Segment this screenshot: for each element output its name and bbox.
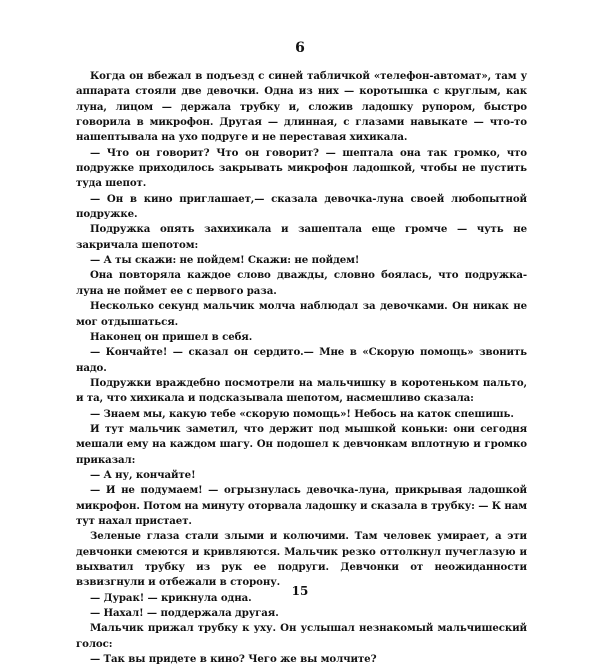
paragraph: — Что он говорит? Что он говорит? — шептала она так громко, что подружке приходилось закрывать микрофон ладошкой, чтобы не пустить туда шепот. <box>76 146 527 190</box>
paragraph: Зеленые глаза стали злыми и колючими. Там человек умирает, а эти девчонки смеются и кривляются. Мальчик резко оттолкнул пучеглазую и выхватил трубку из рук ее подруги. Девчонки от неожиданности взвизгнули и отбежали в сторону. <box>76 530 527 589</box>
paragraph: — Он в кино приглашает,— сказала девочка-луна своей любопытной подружке. <box>76 192 527 221</box>
paragraph: Несколько секунд мальчик молча наблюдал за девочками. Он никак не мог отдышаться. <box>76 300 527 328</box>
paragraph: Она повторяла каждое слово дважды, словно боялась, что подружка-луна не поймет ее с первого раза. <box>76 269 527 297</box>
paragraph: — Так вы придете в кино? Чего же вы молчите? <box>90 653 377 666</box>
paragraph: И тут мальчик заметил, что держит под мышкой коньки: они сегодня мешали ему на каждом шагу. Он подошел к девчонкам вплотную и громко приказал: <box>76 422 527 466</box>
paragraph: — Кончайте! — сказал он сердито.— Мне в «Скорую помощь» звонить надо. <box>76 346 527 374</box>
paragraph: Когда он вбежал в подъезд с синей табличкой «телефон-автомат», там у аппарата стояли две девочки. Одна из них — коротышка с круглым, как луна, лицом — держала трубку и, сложив ладошку рупором, быстро говорила в микрофон. Другая — длинная, с глазами навыкате — что-то нашептывала на ухо подруге и не переставая хихикала. <box>76 70 527 144</box>
paragraph: Наконец он пришел в себя. <box>90 330 253 343</box>
paragraph: — Нахал! — поддержала другая. <box>90 607 279 620</box>
paragraph: Подружки враждебно посмотрели на мальчишку в коротеньком пальто, и та, что хихикала и подсказывала шепотом, насмешливо сказала: <box>76 376 527 405</box>
paragraph: Мальчик прижал трубку к уху. Он услышал незнакомый мальчишеский голос: <box>76 622 527 650</box>
page-number: 15 <box>291 584 309 598</box>
paragraph: — А ты скажи: не пойдем! Скажи: не пойдем! <box>90 254 360 267</box>
paragraph: Подружка опять захихикала и зашептала еще громче — чуть не закричала шепотом: <box>76 223 527 251</box>
paragraph: — Знаем мы, какую тебе «скорую помощь»! Небось на каток спешишь. <box>90 407 514 420</box>
paragraph: — Дурак! — крикнула одна. <box>90 591 252 604</box>
body-text <box>76 69 527 667</box>
chapter-number: 6 <box>295 40 305 56</box>
paragraph: — А ну, кончайте! <box>90 468 196 481</box>
paragraph: — И не подумаем! — огрызнулась девочка-луна, прикрывая ладошкой микрофон. Потом на минуту оторвала ладошку и сказала в трубку: — К нам тут нахал пристает. <box>76 484 527 527</box>
